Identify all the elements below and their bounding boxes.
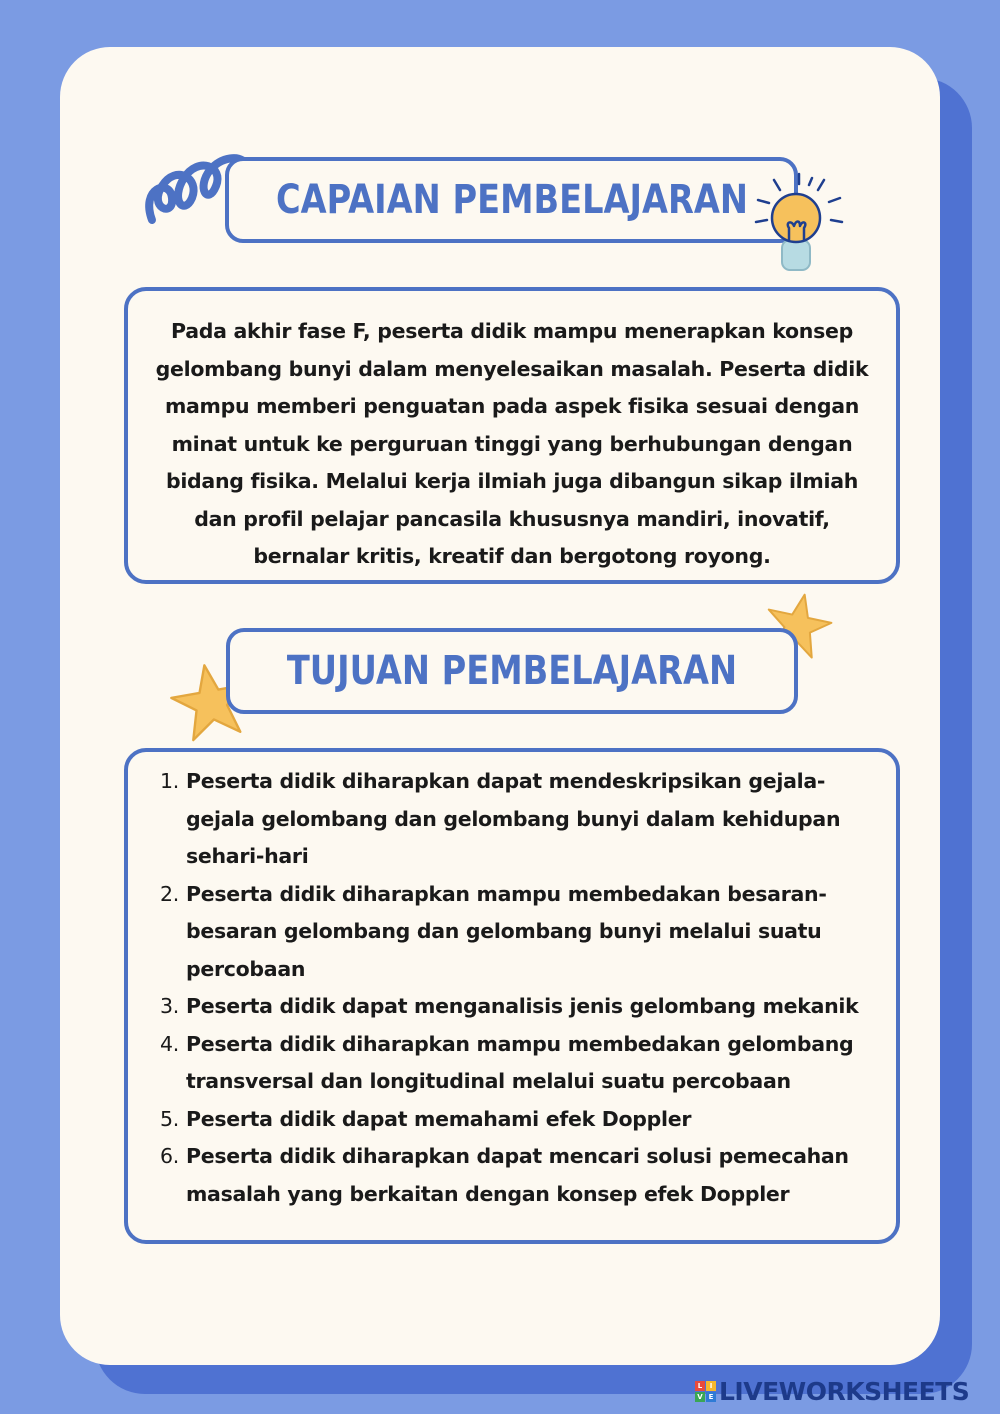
list-item [160, 876, 880, 989]
list-item-text: Peserta didik diharapkan mampu membedakan gelombang transversal dan longitudinal melalui suatu percobaan [186, 1031, 854, 1093]
tujuan-list [160, 763, 880, 1213]
liveworksheets-logo[interactable] [695, 1376, 969, 1406]
list-item [160, 988, 880, 1026]
list-item [160, 1138, 880, 1213]
tujuan-title: TUJUAN PEMBELAJARAN [286, 648, 738, 694]
logo-mark: L I V E [695, 1381, 716, 1402]
list-item-text: Peserta didik dapat menganalisis jenis gelombang mekanik [186, 994, 859, 1018]
capaian-title-box [225, 157, 798, 243]
list-item-number: 1. [160, 769, 179, 793]
list-item-number: 6. [160, 1144, 179, 1168]
capaian-title: CAPAIAN PEMBELAJARAN [275, 177, 748, 223]
logo-text: LIVEWORKSHEETS [719, 1376, 970, 1406]
capaian-content-box [124, 287, 900, 584]
list-item [160, 763, 880, 876]
tujuan-title-box [226, 628, 798, 714]
list-item-number: 5. [160, 1106, 179, 1131]
list-item-text: Peserta didik diharapkan mampu membedakan besaran-besaran gelombang dan gelombang bunyi melalui suatu percobaan [186, 881, 827, 981]
capaian-text: Pada akhir fase F, peserta didik mampu menerapkan konsep gelombang bunyi dalam menyelesaikan masalah. Peserta didik mampu memberi penguatan pada aspek fisika sesuai dengan minat untuk ke perguruan tinggi yang berhubungan dengan bidang fisika. Melalui kerja ilmiah juga dibangun sikap ilmiah dan profil pelajar pancasila khususnya mandiri, inovatif, bernalar kritis, kreatif dan bergotong royong. [155, 319, 869, 568]
list-item [160, 1101, 880, 1139]
list-item-number: 2. [160, 881, 179, 906]
list-item-text: Peserta didik dapat memahami efek Doppler [186, 1106, 692, 1131]
lightbulb-icon [752, 170, 847, 280]
list-item-number: 4. [160, 1031, 179, 1056]
list-item-number: 3. [160, 994, 179, 1018]
list-item [160, 1026, 880, 1101]
list-item-text: Peserta didik diharapkan dapat mencari solusi pemecahan masalah yang berkaitan dengan konsep efek Doppler [186, 1144, 849, 1206]
list-item-text: Peserta didik diharapkan dapat mendeskripsikan gejala-gejala gelombang dan gelombang bunyi dalam kehidupan sehari-hari [186, 769, 841, 868]
